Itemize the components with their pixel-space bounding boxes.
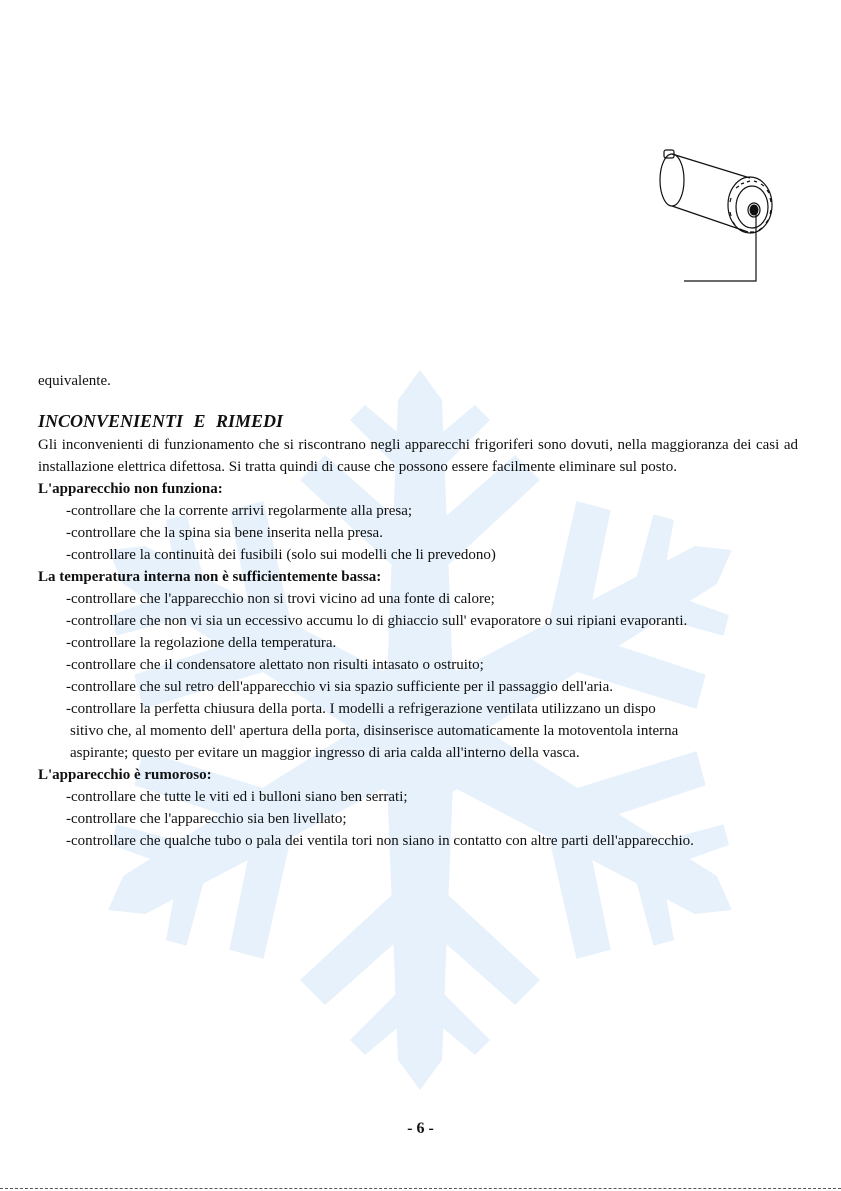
list-item: -controllare che il condensatore alettato non risulti intasato o ostruito;	[66, 657, 484, 673]
list-item: -controllare che tutte le viti ed i bulloni siano ben serrati;	[66, 789, 408, 805]
group-heading-temperature: La temperatura interna non è sufficientemente bassa:	[38, 569, 382, 585]
document-body	[38, 370, 798, 852]
list-item: -controllare che qualche tubo o pala dei ventila tori non siano in contatto con altre parti dell'apparecchio.	[66, 833, 694, 849]
list-item: -controllare che l'apparecchio sia ben livellato;	[66, 811, 347, 827]
intro-paragraph: Gli inconvenienti di funzionamento che si riscontrano negli apparecchi frigoriferi sono dovuti, nella maggioranza dei casi ad installazione elettrica difettosa. Si tratta quindi di cause che possono essere facilmente eliminare sul posto.	[38, 437, 798, 475]
list-item: -controllare la perfetta chiusura della porta. I modelli a refrigerazione ventilata utilizzano un dispo	[66, 701, 656, 717]
list-item: -controllare la continuità dei fusibili (solo sui modelli che li prevedono)	[66, 547, 496, 563]
list-item: -controllare che l'apparecchio non si trovi vicino ad una fonte di calore;	[66, 591, 495, 607]
list-item-continuation: sitivo che, al momento dell' apertura della porta, disinserisce automaticamente la motoventola interna	[70, 723, 679, 739]
group-heading-noisy: L'apparecchio è rumoroso:	[38, 767, 212, 783]
list-item-continuation: aspirante; questo per evitare un maggior ingresso di aria calda all'interno della vasca.	[70, 745, 580, 761]
top-fragment: equivalente.	[38, 373, 111, 389]
list-item: -controllare che sul retro dell'apparecchio vi sia spazio sufficiente per il passaggio dell'aria.	[66, 679, 613, 695]
list-item: -controllare che la corrente arrivi regolarmente alla presa;	[66, 503, 413, 519]
list-item: -controllare che la spina sia bene inserita nella presa.	[66, 525, 383, 541]
thermostat-component-icon	[640, 140, 790, 290]
list-item: -controllare la regolazione della temperatura.	[66, 635, 337, 651]
section-title: INCONVENIENTI E RIMEDI	[38, 411, 284, 431]
list-item: -controllare che non vi sia un eccessivo accumu lo di ghiaccio sull' evaporatore o sui ripiani evaporanti.	[66, 613, 688, 629]
page-bottom-rule	[0, 1188, 841, 1189]
page-number: - 6 -	[407, 1120, 434, 1137]
group-heading-not-working: L'apparecchio non funziona:	[38, 481, 223, 497]
